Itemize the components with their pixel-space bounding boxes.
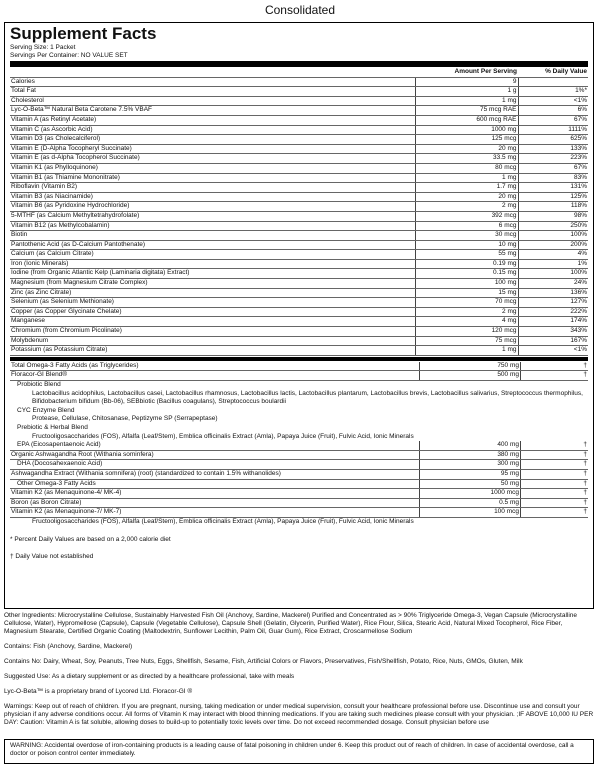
other-ingredients: Other Ingredients: Microcrystalline Cellulose, Sustainably Harvested Fish Oil (Anchovy, Sardine, Mackerel) Purified and Concentrated as > 90% Triglyceride Omega-3, Vegan Capsule (Microcrystalline Cellulose, Water), Hypromellose (Capsule), Capsule (Vegetable Cellulose), Capsule Shell (Gelatin, Glycerin, Purified Water), Rice Flour, Silica, Stearic Acid, Natural Mixed Tocopherol, Rice Fiber, Magnesium Stearate, Certified Organic Coating (Maltodextrin, Sunflower Lecithin, Palm Oil, Guar Gum), Rice Extract, Croscarmellose Sodium <box>4 612 578 635</box>
nutrient-amount: 4 mg <box>415 317 518 327</box>
table-row <box>10 221 588 231</box>
nutrient-amount: 392 mcg <box>415 211 518 221</box>
ingredient-dv: † <box>520 480 588 489</box>
table-row <box>10 202 588 212</box>
nutrient-name: Vitamin D3 (as Cholecalciferol) <box>10 135 415 145</box>
nutrient-dv: 67% <box>518 115 588 125</box>
table-row <box>10 346 588 356</box>
nutrient-dv: 1% <box>518 259 588 269</box>
nutrient-name: Vitamin K1 (as Phylloquinone) <box>10 163 415 173</box>
product-info <box>4 612 594 734</box>
ingredient-dv: † <box>520 362 588 371</box>
ingredient-name: Lactobacillus acidophilus, Lactobacillus casei, Lactobacillus rhamnosus, Lactobacillus lactis, Lactobacillus plantarum, Lactobacillus brevis, Lactobacillus salivarius, Streptococcus thermophilus, Bifidobacterium bifidum (Bb-06), SEBbiotic (Bacillus coagulans), Streptococcus boulardii <box>32 389 583 406</box>
ingredient-amount: 50 mg <box>419 480 520 489</box>
nutrient-dv <box>518 77 588 87</box>
table-row <box>10 336 588 346</box>
ingredient-name: CYC Enzyme Blend <box>17 406 75 414</box>
nutrient-amount: 1 mg <box>415 173 518 183</box>
thick-divider <box>10 61 588 67</box>
nutrient-amount: 75 mcg RAE <box>415 106 518 116</box>
nutrient-name: Vitamin A (as Retinyl Acetate) <box>10 115 415 125</box>
header-name-col <box>10 68 415 77</box>
ingredient-amount: 400 mg <box>419 441 520 450</box>
list-item <box>10 424 588 433</box>
suggested-use: Suggested Use: As a dietary supplement or as directed by a healthcare professional, take with meals <box>4 673 295 680</box>
ingredient-dv: † <box>520 499 588 508</box>
nutrient-amount: 0.15 mg <box>415 269 518 279</box>
table-row <box>10 77 588 87</box>
table-row <box>10 327 588 337</box>
nutrient-amount: 15 mg <box>415 288 518 298</box>
table-row <box>10 269 588 279</box>
ingredient-amount: 380 mg <box>419 451 520 460</box>
table-row <box>10 96 588 106</box>
panel-title: Supplement Facts <box>10 24 157 43</box>
table-row <box>10 279 588 289</box>
ingredient-name: Fructooligosaccharides (FOS), Alfalfa (Leaf/Stem), Emblica officinalis Extract (Amla), Papaya Juice (Fruit), Fulvic Acid, Ionic Minerals <box>32 432 414 440</box>
list-item <box>10 470 588 480</box>
nutrient-amount: 20 mg <box>415 192 518 202</box>
ingredient-dv: † <box>520 441 588 450</box>
nutrient-dv: 200% <box>518 240 588 250</box>
nutrient-name: Potassium (as Potassium Citrate) <box>10 346 415 356</box>
ingredient-dv: † <box>520 489 588 498</box>
ingredient-amount: 100 mcg <box>419 508 520 517</box>
nutrient-name: Vitamin B1 (as Thiamine Mononitrate) <box>10 173 415 183</box>
list-item <box>10 480 588 490</box>
list-item <box>10 499 588 509</box>
ingredient-name: Probiotic Blend <box>17 381 61 388</box>
nutrient-rows <box>10 77 588 355</box>
nutrient-name: Copper (as Copper Glycinate Chelate) <box>10 307 415 317</box>
ingredient-amount <box>419 407 520 416</box>
nutrient-dv: 100% <box>518 231 588 241</box>
nutrient-amount: 9 <box>415 77 518 87</box>
ingredient-dv: † <box>520 508 588 517</box>
nutrient-dv: 1%* <box>518 87 588 97</box>
nutrient-dv: 222% <box>518 307 588 317</box>
nutrient-name: Vitamin E (D-Alpha Tocopheryl Succinate) <box>10 144 415 154</box>
nutrient-amount: 55 mg <box>415 250 518 260</box>
nutrient-name: Vitamin C (as Ascorbic Acid) <box>10 125 415 135</box>
nutrient-dv: 98% <box>518 211 588 221</box>
list-item <box>10 518 588 527</box>
ingredient-dv <box>520 424 588 433</box>
nutrient-name: Total Fat <box>10 87 415 97</box>
table-row <box>10 192 588 202</box>
nutrient-name: Manganese <box>10 317 415 327</box>
ingredient-name: DHA (Docosahexaenoic Acid) <box>17 460 103 468</box>
nutrient-name: Biotin <box>10 231 415 241</box>
nutrient-amount: 75 mcg <box>415 336 518 346</box>
ingredient-amount <box>419 424 520 433</box>
nutrient-dv: 625% <box>518 135 588 145</box>
nutrient-name: Calcium (as Calcium Citrate) <box>10 250 415 260</box>
header-amount: Amount Per Serving <box>415 68 518 77</box>
nutrient-name: Pantothenic Acid (as D-Calcium Pantothenate) <box>10 240 415 250</box>
table-row <box>10 250 588 260</box>
nutrient-dv: 24% <box>518 279 588 289</box>
nutrient-dv: 167% <box>518 336 588 346</box>
nutrient-amount: 33.5 mg <box>415 154 518 164</box>
nutrient-name: Riboflavin (Vitamin B2) <box>10 183 415 193</box>
nutrient-amount: 120 mcg <box>415 327 518 337</box>
ingredient-dv: † <box>520 470 588 479</box>
trademark-note: Lyc-O-Beta™ is a proprietary brand of Lycored Ltd. Floracor-GI ® <box>4 688 193 695</box>
table-row <box>10 317 588 327</box>
list-item <box>10 433 588 442</box>
brand-title: Consolidated <box>264 3 336 17</box>
nutrient-name: Calories <box>10 77 415 87</box>
nutrient-amount: 1 g <box>415 87 518 97</box>
supplement-facts-panel <box>4 22 594 609</box>
nutrient-name: Zinc (as Zinc Citrate) <box>10 288 415 298</box>
nutrient-name: Iron (Ionic Minerals) <box>10 259 415 269</box>
header-dv: % Daily Value <box>518 68 588 77</box>
list-item <box>10 460 588 470</box>
ingredient-dv <box>520 407 588 416</box>
nutrient-amount: 10 mg <box>415 240 518 250</box>
table-row <box>10 298 588 308</box>
table-row <box>10 87 588 97</box>
list-item <box>10 362 588 372</box>
table-row <box>10 259 588 269</box>
contains-no: Contains No: Dairy, Wheat, Soy, Peanuts, Tree Nuts, Eggs, Shellfish, Sesame, Fish, Artificial Colors or Flavors, Preservatives, Fish/Shellfish, Potato, Rice, Nuts, GMOs, Gluten, Milk <box>4 658 523 665</box>
ingredient-name: Ashwagandha Extract (Withania somnifera) (root) (standardized to contain 1.5% withanolides) <box>11 469 281 477</box>
ingredient-name: Boron (as Boron Citrate) <box>11 498 82 506</box>
nutrient-dv: <1% <box>518 96 588 106</box>
list-item <box>10 407 588 416</box>
ingredient-name: Organic Ashwagandha Root (Withania sominfera) <box>11 450 154 458</box>
nutrient-amount: 70 mcg <box>415 298 518 308</box>
ingredient-name: Prebiotic & Herbal Blend <box>17 423 88 431</box>
nutrient-dv: 4% <box>518 250 588 260</box>
iron-warning-box: WARNING: Accidental overdose of iron-containing products is a leading cause of fatal poisoning in children under 6. Keep this product out of reach of children. In case of accidental overdose, call a doctor or poison control center immediately. <box>4 739 594 764</box>
ingredient-dv: † <box>520 371 588 380</box>
table-row <box>10 125 588 135</box>
ingredient-amount: 750 mg <box>419 362 520 371</box>
nutrient-amount: 0.19 mg <box>415 259 518 269</box>
list-item <box>10 381 588 390</box>
ingredient-amount: 500 mg <box>419 371 520 380</box>
table-row <box>10 135 588 145</box>
nutrient-amount: 1 mg <box>415 96 518 106</box>
table-row <box>10 163 588 173</box>
ingredient-dv: † <box>520 460 588 469</box>
ingredient-name: Vitamin K2 (as Menaquinone-7/ MK-7) <box>11 508 122 516</box>
ingredient-name: Floracor-GI Blend® <box>11 371 68 379</box>
table-row <box>10 183 588 193</box>
nutrient-amount: 30 mcg <box>415 231 518 241</box>
ingredient-name: Protease, Cellulase, Chitosanase, Peptizyme SP (Serrapeptase) <box>32 415 218 423</box>
ingredient-name: EPA (Eicosapentaenoic Acid) <box>17 441 101 449</box>
ingredient-name: Fructooligosaccharides (FOS), Alfalfa (Leaf/Stem), Emblica officinalis Extract (Amla), Papaya Juice (Fruit), Fulvic Acid, Ionic Minerals <box>32 517 414 525</box>
nutrient-table <box>10 68 588 356</box>
list-item <box>10 489 588 499</box>
nutrient-name: Magnesium (from Magnesium Citrate Complex) <box>10 279 415 289</box>
nutrient-name: Vitamin B12 (as Methylcobalamin) <box>10 221 415 231</box>
nutrient-dv: 250% <box>518 221 588 231</box>
table-row <box>10 144 588 154</box>
ingredient-amount: 95 mg <box>419 470 520 479</box>
serving-size: Serving Size: 1 Packet <box>10 44 76 51</box>
table-header-row <box>10 68 588 77</box>
nutrient-dv: 83% <box>518 173 588 183</box>
table-row <box>10 211 588 221</box>
ingredient-amount <box>419 381 520 390</box>
contains: Contains: Fish (Anchovy, Sardine, Mackerel) <box>4 643 133 650</box>
nutrient-amount: 2 mg <box>415 307 518 317</box>
nutrient-amount: 600 mcg RAE <box>415 115 518 125</box>
nutrient-name: Iodine (from Organic Atlantic Kelp (Laminaria digitata) Extract) <box>10 269 415 279</box>
ingredient-dv <box>520 381 588 390</box>
nutrient-amount: 1 mg <box>415 346 518 356</box>
list-item <box>10 441 588 451</box>
ingredient-name: Other Omega-3 Fatty Acids <box>17 479 96 487</box>
nutrient-dv: 1111% <box>518 125 588 135</box>
nutrient-dv: 127% <box>518 298 588 308</box>
nutrient-amount: 20 mg <box>415 144 518 154</box>
nutrient-amount: 80 mcg <box>415 163 518 173</box>
medium-divider <box>10 357 588 361</box>
nutrient-amount: 1000 mg <box>415 125 518 135</box>
table-row <box>10 231 588 241</box>
list-item <box>10 451 588 461</box>
table-row <box>10 154 588 164</box>
table-row <box>10 240 588 250</box>
nutrient-name: Selenium (as Selenium Methionate) <box>10 298 415 308</box>
nutrient-name: 5-MTHF (as Calcium Methyltetrahydrofolate) <box>10 211 415 221</box>
nutrient-amount: 125 mcg <box>415 135 518 145</box>
nutrient-name: Cholesterol <box>10 96 415 106</box>
nutrient-amount: 1.7 mg <box>415 183 518 193</box>
nutrient-amount: 2 mg <box>415 202 518 212</box>
nutrient-dv: <1% <box>518 346 588 356</box>
list-item <box>10 390 588 407</box>
nutrient-dv: 343% <box>518 327 588 337</box>
servings-per-container: Servings Per Container: NO VALUE SET <box>10 52 128 59</box>
nutrient-amount: 6 mcg <box>415 221 518 231</box>
nutrient-dv: 67% <box>518 163 588 173</box>
nutrient-name: Chromium (from Chromium Picolinate) <box>10 327 415 337</box>
nutrient-name: Vitamin B6 (as Pyridoxine Hydrochloride) <box>10 202 415 212</box>
ingredient-dv: † <box>520 451 588 460</box>
nutrient-dv: 136% <box>518 288 588 298</box>
other-ingredient-rows <box>10 362 588 527</box>
nutrient-dv: 174% <box>518 317 588 327</box>
nutrient-dv: 118% <box>518 202 588 212</box>
ingredient-name: Total Omega-3 Fatty Acids (as Triglycerides) <box>11 361 139 369</box>
warnings: Warnings: Keep out of reach of children. If you are pregnant, nursing, taking medication or under medical supervision, consult your healthcare professional before use. Discontinue use and consult your physician if any adverse conditions occur. All forms of Vitamin K may interact with blood thinning medications. If you are taking such medicines please consult with your physician. ;IF ABOVE 10,000 IU PER DAY: Caution: Vitamin A is fat soluble, allowing doses to build-up to potentially toxic levels over time. Do not exceed recommended dosage. Consult physician before use <box>4 703 594 726</box>
nutrient-dv: 223% <box>518 154 588 164</box>
list-item <box>10 371 588 381</box>
ingredient-amount: 0.5 mg <box>419 499 520 508</box>
panel-footnotes <box>10 536 588 562</box>
table-row <box>10 307 588 317</box>
table-row <box>10 173 588 183</box>
ingredient-name: Vitamin K2 (as Menaquinone-4/ MK-4) <box>11 489 122 497</box>
list-item <box>10 508 588 518</box>
ingredient-amount: 1000 mcg <box>419 489 520 498</box>
nutrient-name: Lyc-O-Beta™ Natural Beta Carotene 7.5% VBAF <box>10 106 415 116</box>
list-item <box>10 415 588 424</box>
nutrient-dv: 6% <box>518 106 588 116</box>
nutrient-dv: 131% <box>518 183 588 193</box>
nutrient-dv: 125% <box>518 192 588 202</box>
nutrient-name: Vitamin B3 (as Niacinamide) <box>10 192 415 202</box>
table-row <box>10 115 588 125</box>
ingredient-amount: 300 mg <box>419 460 520 469</box>
nutrient-dv: 100% <box>518 269 588 279</box>
nutrient-name: Vitamin E (as d-Alpha Tocopherol Succinate) <box>10 154 415 164</box>
footnote-daily-value: * Percent Daily Values are based on a 2,000 calorie diet <box>10 535 171 543</box>
nutrient-amount: 100 mg <box>415 279 518 289</box>
table-row <box>10 106 588 116</box>
nutrient-dv: 133% <box>518 144 588 154</box>
table-row <box>10 288 588 298</box>
footnote-dagger: † Daily Value not established <box>10 553 94 561</box>
nutrient-name: Molybdenum <box>10 336 415 346</box>
